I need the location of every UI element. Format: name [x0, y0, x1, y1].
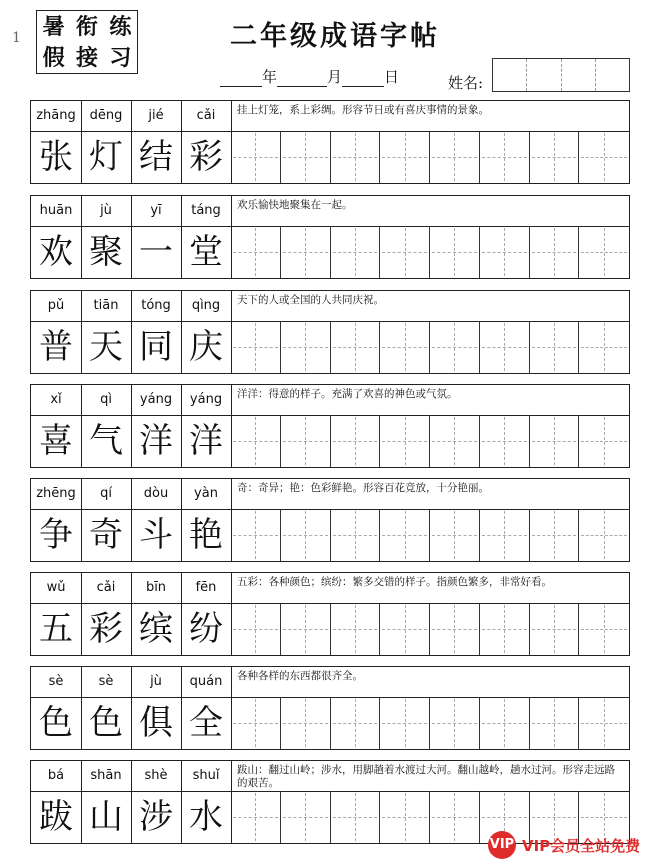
model-character: 色 [81, 697, 132, 749]
practice-cell[interactable] [281, 226, 331, 278]
practice-cell[interactable] [579, 603, 629, 655]
pinyin-cell: wǔ [31, 573, 82, 603]
practice-cell[interactable] [530, 321, 580, 373]
model-character: 聚 [81, 226, 132, 278]
character-row [31, 321, 629, 373]
model-character: 斗 [131, 509, 182, 561]
pinyin-cell: yáng [131, 385, 182, 415]
pinyin-cell: shān [81, 761, 132, 791]
pinyin-row [31, 761, 629, 792]
pinyin-cell: zhēng [31, 479, 82, 509]
idiom-meaning: 奇：奇异；艳：色彩鲜艳。形容百花竞放，十分艳丽。 [237, 482, 489, 494]
practice-cell[interactable] [231, 603, 281, 655]
model-character: 奇 [81, 509, 132, 561]
practice-cell[interactable] [480, 697, 530, 749]
practice-cell[interactable] [331, 509, 381, 561]
practice-cell[interactable] [380, 697, 430, 749]
practice-cell[interactable] [530, 415, 580, 467]
model-character: 结 [131, 131, 182, 183]
pinyin-cell: shuǐ [181, 761, 232, 791]
idiom-meaning: 跋山：翻过山岭；涉水，用脚趟着水渡过大河。翻山越岭，趟水过河。形容走远路的艰苦。 [237, 764, 615, 789]
model-character: 纷 [181, 603, 232, 655]
character-row [31, 509, 629, 561]
practice-cell[interactable] [430, 791, 480, 843]
year-label: 年 [262, 68, 278, 86]
practice-cell[interactable] [380, 131, 430, 183]
stamp-char: 练 [109, 13, 132, 40]
practice-grid [231, 415, 629, 467]
model-character: 灯 [81, 131, 132, 183]
practice-cell[interactable] [430, 321, 480, 373]
practice-cell[interactable] [231, 415, 281, 467]
pinyin-cell: shè [131, 761, 182, 791]
pinyin-cell: yàn [181, 479, 232, 509]
name-label: 姓名: [448, 74, 484, 92]
practice-cell[interactable] [579, 509, 629, 561]
practice-cell[interactable] [530, 509, 580, 561]
pinyin-row [31, 385, 629, 416]
practice-cell[interactable] [331, 131, 381, 183]
summer-practice-stamp [36, 10, 138, 74]
pinyin-cell: dēng [81, 101, 132, 131]
practice-cell[interactable] [430, 697, 480, 749]
month-blank[interactable] [277, 70, 327, 87]
model-character: 水 [181, 791, 232, 843]
pinyin-cell: bīn [131, 573, 182, 603]
pinyin-cell: qìng [181, 291, 232, 321]
practice-cell[interactable] [281, 603, 331, 655]
idiom-meaning: 欢乐愉快地聚集在一起。 [237, 199, 353, 211]
pinyin-cell: fēn [181, 573, 232, 603]
practice-cell[interactable] [380, 415, 430, 467]
pinyin-cell: jù [81, 196, 132, 226]
pinyin-cell: dòu [131, 479, 182, 509]
practice-cell[interactable] [231, 697, 281, 749]
model-character: 气 [81, 415, 132, 467]
day-blank[interactable] [342, 70, 384, 87]
idiom-meaning: 挂上灯笼，系上彩绸。形容节日或有喜庆事情的景象。 [237, 104, 489, 116]
practice-grid [231, 509, 629, 561]
model-character: 涉 [131, 791, 182, 843]
model-character: 彩 [181, 131, 232, 183]
practice-grid [231, 697, 629, 749]
model-character: 争 [31, 509, 82, 561]
pinyin-cell: tóng [131, 291, 182, 321]
model-character: 堂 [181, 226, 232, 278]
practice-cell[interactable] [430, 131, 480, 183]
practice-cell[interactable] [281, 791, 331, 843]
practice-cell[interactable] [281, 415, 331, 467]
practice-grid [231, 321, 629, 373]
model-character: 山 [81, 791, 132, 843]
stamp-char: 暑 [42, 13, 65, 40]
idiom-block [30, 478, 630, 562]
stamp-char: 衔 [75, 13, 98, 40]
practice-cell[interactable] [530, 226, 580, 278]
model-character: 彩 [81, 603, 132, 655]
idiom-meaning: 五彩：各种颜色；缤纷：繁多交错的样子。指颜色繁多，非常好看。 [237, 576, 552, 588]
pinyin-cell: yáng [181, 385, 232, 415]
pinyin-cell: pǔ [31, 291, 82, 321]
practice-grid [231, 603, 629, 655]
practice-cell[interactable] [231, 791, 281, 843]
stamp-char: 习 [109, 44, 132, 71]
idiom-block [30, 572, 630, 656]
page-title: 二年级成语字帖 [230, 21, 440, 52]
model-character: 洋 [181, 415, 232, 467]
practice-cell[interactable] [281, 131, 331, 183]
idiom-block [30, 290, 630, 374]
day-label: 日 [384, 68, 400, 86]
practice-cell[interactable] [380, 603, 430, 655]
pinyin-row [31, 291, 629, 322]
model-character: 欢 [31, 226, 82, 278]
pinyin-cell: jié [131, 101, 182, 131]
practice-cell[interactable] [331, 226, 381, 278]
pinyin-cell: qì [81, 385, 132, 415]
practice-cell[interactable] [331, 791, 381, 843]
practice-cell[interactable] [480, 603, 530, 655]
character-row [31, 226, 629, 278]
practice-cell[interactable] [281, 321, 331, 373]
model-character: 同 [131, 321, 182, 373]
pinyin-row [31, 573, 629, 604]
practice-cell[interactable] [480, 509, 530, 561]
pinyin-row [31, 667, 629, 698]
idiom-meaning: 洋洋：得意的样子。充满了欢喜的神色或气氛。 [237, 388, 458, 400]
idiom-meaning: 各种各样的东西都很齐全。 [237, 670, 363, 682]
idiom-block [30, 666, 630, 750]
practice-cell[interactable] [331, 603, 381, 655]
model-character: 庆 [181, 321, 232, 373]
practice-cell[interactable] [530, 131, 580, 183]
practice-cell[interactable] [430, 603, 480, 655]
practice-cell[interactable] [430, 415, 480, 467]
practice-cell[interactable] [231, 131, 281, 183]
date-line [220, 66, 399, 90]
pinyin-row [31, 101, 629, 132]
practice-cell[interactable] [579, 321, 629, 373]
pinyin-cell: táng [181, 196, 232, 226]
practice-cell[interactable] [480, 131, 530, 183]
vip-badge-icon: VIP [488, 831, 516, 859]
practice-cell[interactable] [231, 226, 281, 278]
practice-cell[interactable] [231, 509, 281, 561]
vip-watermark [488, 828, 653, 862]
stamp-char: 接 [75, 44, 98, 71]
model-character: 洋 [131, 415, 182, 467]
model-character: 艳 [181, 509, 232, 561]
pinyin-cell: bá [31, 761, 82, 791]
practice-cell[interactable] [231, 321, 281, 373]
pinyin-cell: quán [181, 667, 232, 697]
practice-cell[interactable] [281, 697, 331, 749]
model-character: 五 [31, 603, 82, 655]
vip-label: VIP会员全站免费 [522, 836, 641, 855]
practice-cell[interactable] [480, 321, 530, 373]
pinyin-cell: yī [131, 196, 182, 226]
model-character: 一 [131, 226, 182, 278]
practice-cell[interactable] [281, 509, 331, 561]
model-character: 跋 [31, 791, 82, 843]
stamp-char: 假 [42, 44, 65, 71]
model-character: 缤 [131, 603, 182, 655]
idiom-block [30, 384, 630, 468]
model-character: 天 [81, 321, 132, 373]
model-character: 张 [31, 131, 82, 183]
character-row [31, 603, 629, 655]
character-row [31, 697, 629, 749]
practice-grid [231, 131, 629, 183]
pinyin-cell: sè [31, 667, 82, 697]
practice-cell[interactable] [380, 321, 430, 373]
pinyin-cell: xǐ [31, 385, 82, 415]
pinyin-cell: zhāng [31, 101, 82, 131]
practice-cell[interactable] [579, 226, 629, 278]
model-character: 色 [31, 697, 82, 749]
name-field[interactable] [492, 58, 630, 92]
pinyin-cell: cǎi [181, 101, 232, 131]
pinyin-cell: huān [31, 196, 82, 226]
model-character: 普 [31, 321, 82, 373]
month-label: 月 [327, 68, 343, 86]
practice-cell[interactable] [579, 415, 629, 467]
idiom-meaning: 天下的人或全国的人共同庆祝。 [237, 294, 384, 306]
pinyin-cell: cǎi [81, 573, 132, 603]
practice-cell[interactable] [331, 415, 381, 467]
practice-cell[interactable] [579, 131, 629, 183]
practice-cell[interactable] [430, 226, 480, 278]
idiom-block [30, 195, 630, 279]
model-character: 全 [181, 697, 232, 749]
pinyin-cell: qí [81, 479, 132, 509]
practice-cell[interactable] [380, 791, 430, 843]
pinyin-row [31, 196, 629, 227]
practice-cell[interactable] [480, 226, 530, 278]
practice-cell[interactable] [480, 415, 530, 467]
practice-cell[interactable] [331, 697, 381, 749]
model-character: 俱 [131, 697, 182, 749]
pinyin-cell: tiān [81, 291, 132, 321]
pinyin-row [31, 479, 629, 510]
practice-cell[interactable] [579, 697, 629, 749]
practice-cell[interactable] [380, 509, 430, 561]
character-row [31, 415, 629, 467]
model-character: 喜 [31, 415, 82, 467]
practice-cell[interactable] [430, 509, 480, 561]
pinyin-cell: sè [81, 667, 132, 697]
practice-cell[interactable] [380, 226, 430, 278]
idiom-block [30, 100, 630, 184]
edge-mark: 1 [12, 30, 21, 46]
practice-cell[interactable] [530, 603, 580, 655]
pinyin-cell: jù [131, 667, 182, 697]
practice-cell[interactable] [530, 697, 580, 749]
practice-cell[interactable] [331, 321, 381, 373]
year-blank[interactable] [220, 70, 262, 87]
character-row [31, 131, 629, 183]
practice-grid [231, 226, 629, 278]
